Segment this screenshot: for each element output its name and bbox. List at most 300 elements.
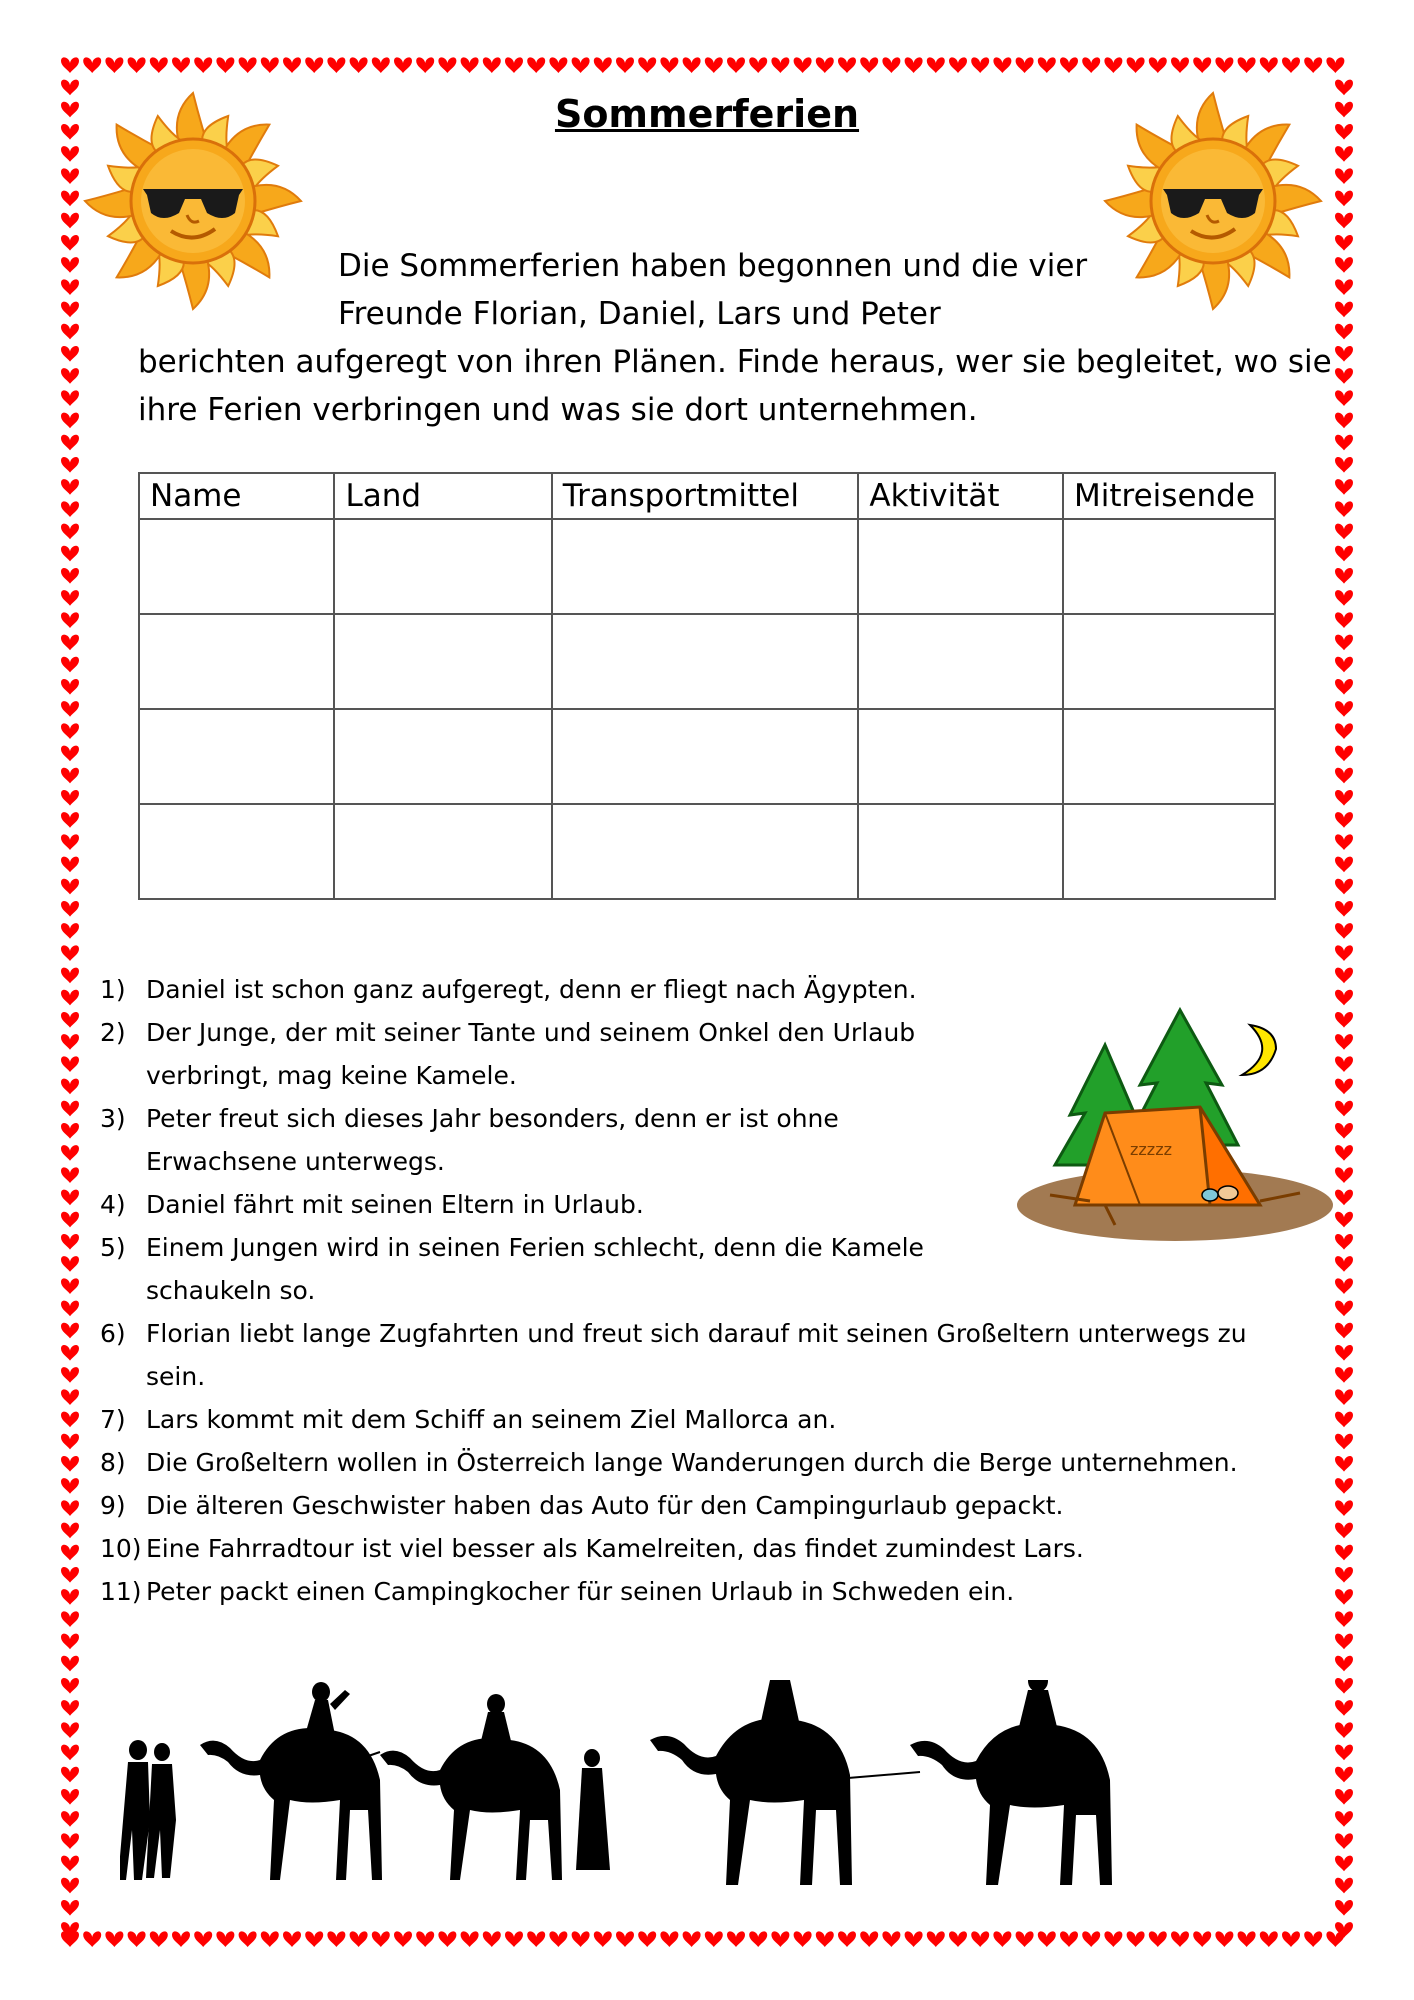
heart-icon [128,57,146,73]
heart-icon [461,57,479,73]
heart-icon [1335,1611,1353,1627]
heart-icon [61,1256,79,1272]
heart-icon [1304,1931,1322,1947]
table-row [139,614,1275,709]
heart-icon [816,1931,834,1947]
heart-icon [61,346,79,362]
clue-text: Eine Fahrradtour ist viel besser als Kamelreiten, das findet zumindest Lars. [146,1534,1084,1563]
heart-icon [1127,1931,1145,1947]
answer-cell[interactable] [858,804,1063,899]
heart-icon [705,57,723,73]
heart-icon [61,57,79,73]
answer-cell[interactable] [858,709,1063,804]
heart-icon [927,57,945,73]
heart-icon [1335,168,1353,184]
heart-icon [61,1123,79,1139]
heart-icon [61,168,79,184]
intro-line: Freunde Florian, Daniel, Lars und Peter [338,296,941,332]
heart-icon [1335,524,1353,540]
heart-icon [1335,679,1353,695]
heart-icon [61,901,79,917]
table-row [139,709,1275,804]
heart-icon [860,57,878,73]
heart-icon [860,1931,878,1947]
heart-icon [1335,457,1353,473]
heart-icon [483,1931,501,1947]
heart-icon [1260,1931,1278,1947]
clue-number: 6) [100,1319,126,1348]
heart-icon [61,612,79,628]
clue-item [100,1570,1330,1613]
heart-icon [1335,257,1353,273]
table-header-row [139,473,1275,519]
heart-icon [1335,1412,1353,1428]
heart-icon [1335,945,1353,961]
heart-icon [749,57,767,73]
heart-icon [1016,1931,1034,1947]
table-row [139,804,1275,899]
heart-icon [61,1722,79,1738]
heart-icon [1335,390,1353,406]
answer-cell[interactable] [1063,519,1275,614]
heart-icon [905,57,923,73]
answer-cell[interactable] [858,519,1063,614]
heart-icon [61,1212,79,1228]
clue-number: 7) [100,1405,126,1434]
answer-cell[interactable] [1063,804,1275,899]
heart-icon [61,1345,79,1361]
heart-icon [61,1523,79,1539]
heart-icon [61,1012,79,1028]
heart-icon [327,57,345,73]
heart-icon [771,1931,789,1947]
heart-icon [61,413,79,429]
answer-cell[interactable] [334,804,551,899]
clue-item [100,1312,1330,1398]
heart-icon [1335,723,1353,739]
heart-icon [794,1931,812,1947]
heart-icon [483,57,501,73]
camel-caravan-silhouette [120,1680,1220,1900]
heart-icon [1335,1500,1353,1516]
heart-icon [949,1931,967,1947]
heart-icon [549,1931,567,1947]
answer-cell[interactable] [1063,614,1275,709]
clue-number: 4) [100,1190,126,1219]
heart-icon [838,57,856,73]
heart-icon [172,1931,190,1947]
heart-icon [1193,1931,1211,1947]
heart-icon [1335,191,1353,207]
answer-cell[interactable] [858,614,1063,709]
clue-number: 5) [100,1233,126,1262]
heart-icon [61,1678,79,1694]
heart-icon [61,1278,79,1294]
heart-icon [1335,812,1353,828]
heart-icon [993,57,1011,73]
heart-icon [61,1634,79,1650]
svg-text:zzzzz: zzzzz [1130,1140,1172,1159]
clue-text: Die älteren Geschwister haben das Auto für den Campingurlaub gepackt. [146,1491,1064,1520]
heart-icon [638,1931,656,1947]
heart-icon [1335,746,1353,762]
heart-icon [505,1931,523,1947]
heart-icon [1335,1256,1353,1272]
answer-cell[interactable] [334,614,551,709]
sun-sunglasses-icon [78,86,308,316]
heart-icon [61,990,79,1006]
heart-icon [239,57,257,73]
heart-icon [1335,590,1353,606]
heart-icon [61,1234,79,1250]
heart-icon [794,57,812,73]
heart-icon [61,657,79,673]
heart-icon [1326,57,1344,73]
heart-icon [438,1931,456,1947]
column-header-land: Land [334,473,551,519]
heart-icon [1038,57,1056,73]
heart-icon [61,1856,79,1872]
heart-icon [838,1931,856,1947]
heart-icon [505,57,523,73]
column-header-mitreisende: Mitreisende [1063,473,1275,519]
clue-text-continued: schaukeln so. [146,1276,316,1305]
heart-icon [61,790,79,806]
heart-icon [194,57,212,73]
heart-icon [1335,635,1353,651]
heart-icon [239,1931,257,1947]
heart-icon [1335,1900,1353,1916]
heart-icon [572,1931,590,1947]
heart-icon [305,57,323,73]
heart-icon [549,57,567,73]
heart-icon [1038,1931,1056,1947]
heart-icon [216,57,234,73]
heart-icon [1335,1634,1353,1650]
camping-tent-icon [1010,1005,1340,1245]
heart-icon [216,1931,234,1947]
heart-icon [1335,990,1353,1006]
heart-icon [1335,1767,1353,1783]
heart-icon [150,1931,168,1947]
heart-icon [61,1767,79,1783]
heart-icon [61,324,79,340]
intro-line: Die Sommerferien haben begonnen und die vier [338,248,1088,284]
heart-icon [394,1931,412,1947]
heart-icon [1335,302,1353,318]
heart-icon [416,57,434,73]
heart-icon [61,546,79,562]
heart-icon [61,768,79,784]
heart-icon [61,590,79,606]
heart-icon [1335,768,1353,784]
heart-icon [1335,901,1353,917]
clue-number: 2) [100,1018,126,1047]
heart-icon [1335,1589,1353,1605]
clue-text: Peter freut sich dieses Jahr besonders, denn er ist ohne [146,1104,839,1133]
heart-icon [128,1931,146,1947]
heart-icon [438,57,456,73]
clue-text: Daniel fährt mit seinen Eltern in Urlaub. [146,1190,644,1219]
heart-icon [1282,1931,1300,1947]
heart-icon [771,57,789,73]
heart-icon [61,1811,79,1827]
heart-icon [527,1931,545,1947]
heart-icon [1060,1931,1078,1947]
answer-cell[interactable] [552,519,859,614]
heart-icon [194,1931,212,1947]
heart-icon [61,279,79,295]
answer-cell[interactable] [139,614,334,709]
heart-icon [61,1412,79,1428]
clue-item [100,1484,1330,1527]
clue-item [100,1527,1330,1570]
heart-icon [61,191,79,207]
heart-icon [905,1931,923,1947]
heart-icon [61,1589,79,1605]
heart-icon [971,57,989,73]
heart-icon [372,57,390,73]
heart-icon [61,1367,79,1383]
heart-icon [83,1931,101,1947]
heart-icon [61,368,79,384]
heart-icon [61,235,79,251]
heart-icon [1127,57,1145,73]
heart-icon [660,1931,678,1947]
heart-icon [172,57,190,73]
heart-icon [1335,701,1353,717]
clue-text: Peter packt einen Campingkocher für seinen Urlaub in Schweden ein. [146,1577,1015,1606]
heart-icon [1335,235,1353,251]
answer-table [138,472,1276,900]
clue-number: 10) [100,1534,142,1563]
heart-icon [1335,1478,1353,1494]
heart-icon [1335,479,1353,495]
heart-icon [83,57,101,73]
heart-icon [683,57,701,73]
heart-icon [61,701,79,717]
heart-icon [61,679,79,695]
answer-cell[interactable] [139,709,334,804]
heart-icon [61,1656,79,1672]
heart-icon [61,524,79,540]
heart-icon [1215,57,1233,73]
heart-icon [1335,279,1353,295]
heart-icon [61,1190,79,1206]
heart-icon [1282,57,1300,73]
heart-icon [1335,568,1353,584]
heart-icon [61,1545,79,1561]
column-header-transportmittel: Transportmittel [552,473,859,519]
heart-icon [572,57,590,73]
heart-icon [394,57,412,73]
clue-number: 8) [100,1448,126,1477]
answer-cell[interactable] [552,804,859,899]
heart-icon [61,1478,79,1494]
heart-icon [1335,1278,1353,1294]
heart-icon [927,1931,945,1947]
heart-icon [1335,368,1353,384]
heart-icon [1335,1856,1353,1872]
heart-icon [1335,1656,1353,1672]
answer-cell[interactable] [139,804,334,899]
clue-text: Die Großeltern wollen in Österreich lange Wanderungen durch die Berge unternehmen. [146,1448,1238,1477]
heart-icon [61,568,79,584]
heart-icon [261,1931,279,1947]
heart-icon [1260,57,1278,73]
intro-line: berichten aufgeregt von ihren Plänen. Finde heraus, wer sie begleitet, wo sie [138,344,1332,380]
heart-icon [527,57,545,73]
heart-icon [61,1101,79,1117]
heart-icon [61,457,79,473]
heart-icon [1335,435,1353,451]
heart-icon [1335,968,1353,984]
heart-icon [61,213,79,229]
heart-icon [705,1931,723,1947]
heart-icon [61,1434,79,1450]
heart-icon [1149,1931,1167,1947]
heart-icon [1335,1301,1353,1317]
clue-text: Einem Jungen wird in seinen Ferien schlecht, denn die Kamele [146,1233,924,1262]
heart-icon [105,57,123,73]
heart-icon [61,635,79,651]
heart-icon [882,57,900,73]
heart-icon [1335,1389,1353,1405]
heart-icon [816,57,834,73]
heart-icon [1215,1931,1233,1947]
clue-number: 3) [100,1104,126,1133]
answer-cell[interactable] [552,614,859,709]
heart-icon [1016,57,1034,73]
heart-icon [61,1056,79,1072]
heart-icon [61,257,79,273]
heart-icon [61,302,79,318]
heart-icon [1335,1789,1353,1805]
heart-icon [1335,346,1353,362]
heart-icon [150,57,168,73]
heart-icon [61,1900,79,1916]
table-row [139,519,1275,614]
heart-icon [727,57,745,73]
heart-icon [261,57,279,73]
heart-icon [61,146,79,162]
heart-icon [61,390,79,406]
heart-icon [1335,1678,1353,1694]
heart-icon [1238,57,1256,73]
clue-text-continued: verbringt, mag keine Kamele. [146,1061,517,1090]
heart-icon [594,1931,612,1947]
heart-icon [1335,1523,1353,1539]
heart-icon [949,57,967,73]
intro-line: ihre Ferien verbringen und was sie dort unternehmen. [138,392,978,428]
heart-icon [1335,834,1353,850]
answer-cell[interactable] [139,519,334,614]
clue-number: 1) [100,975,126,1004]
heart-icon [283,1931,301,1947]
heart-icon [1335,146,1353,162]
heart-icon [1335,1567,1353,1583]
heart-icon [993,1931,1011,1947]
heart-icon [616,57,634,73]
heart-icon [105,1931,123,1947]
heart-icon [1335,1833,1353,1849]
heart-icon [61,1079,79,1095]
clue-text: Florian liebt lange Zugfahrten und freut sich darauf mit seinen Großeltern unterwegs zu [146,1319,1247,1348]
clue-text: Der Junge, der mit seiner Tante und seinem Onkel den Urlaub [146,1018,916,1047]
heart-icon [61,1034,79,1050]
heart-icon [1335,1456,1353,1472]
clue-text-continued: Erwachsene unterwegs. [146,1147,445,1176]
clue-text-continued: sein. [146,1362,206,1391]
heart-icon [1335,413,1353,429]
answer-cell[interactable] [334,519,551,614]
answer-cell[interactable] [334,709,551,804]
heart-icon [1335,1745,1353,1761]
heart-icon [616,1931,634,1947]
heart-icon [683,1931,701,1947]
heart-icon [971,1931,989,1947]
heart-icon [1238,1931,1256,1947]
heart-icon [61,746,79,762]
heart-icon [1335,1545,1353,1561]
heart-icon [61,834,79,850]
heart-icon [61,479,79,495]
answer-cell[interactable] [552,709,859,804]
clue-item [100,1398,1330,1441]
heart-icon [1335,879,1353,895]
heart-icon [350,1931,368,1947]
heart-icon [61,1323,79,1339]
heart-icon [638,57,656,73]
heart-icon [1104,57,1122,73]
heart-icon [61,923,79,939]
heart-icon [61,1145,79,1161]
heart-icon [1304,57,1322,73]
clue-number: 9) [100,1491,126,1520]
clue-text: Daniel ist schon ganz aufgeregt, denn er fliegt nach Ägypten. [146,975,917,1004]
heart-icon [61,812,79,828]
heart-icon [749,1931,767,1947]
heart-icon [61,968,79,984]
heart-icon [1335,790,1353,806]
heart-icon [1335,1323,1353,1339]
heart-icon [1335,1434,1353,1450]
heart-icon [660,57,678,73]
column-header-aktivitaet: Aktivität [858,473,1063,519]
heart-icon [1171,57,1189,73]
heart-icon [1335,1811,1353,1827]
heart-icon [1171,1931,1189,1947]
heart-icon [1193,57,1211,73]
heart-icon [372,1931,390,1947]
heart-icon [1335,1367,1353,1383]
heart-icon [1335,612,1353,628]
heart-icon [1082,57,1100,73]
heart-icon [1060,57,1078,73]
heart-icon [1335,546,1353,562]
heart-icon [727,1931,745,1947]
heart-icon [61,857,79,873]
heart-icon [1335,923,1353,939]
heart-icon [1104,1931,1122,1947]
page-title: Sommerferien [554,92,860,136]
heart-icon [416,1931,434,1947]
heart-icon [61,1389,79,1405]
heart-icon [1149,57,1167,73]
heart-icon [327,1931,345,1947]
answer-cell[interactable] [1063,709,1275,804]
heart-icon [61,435,79,451]
